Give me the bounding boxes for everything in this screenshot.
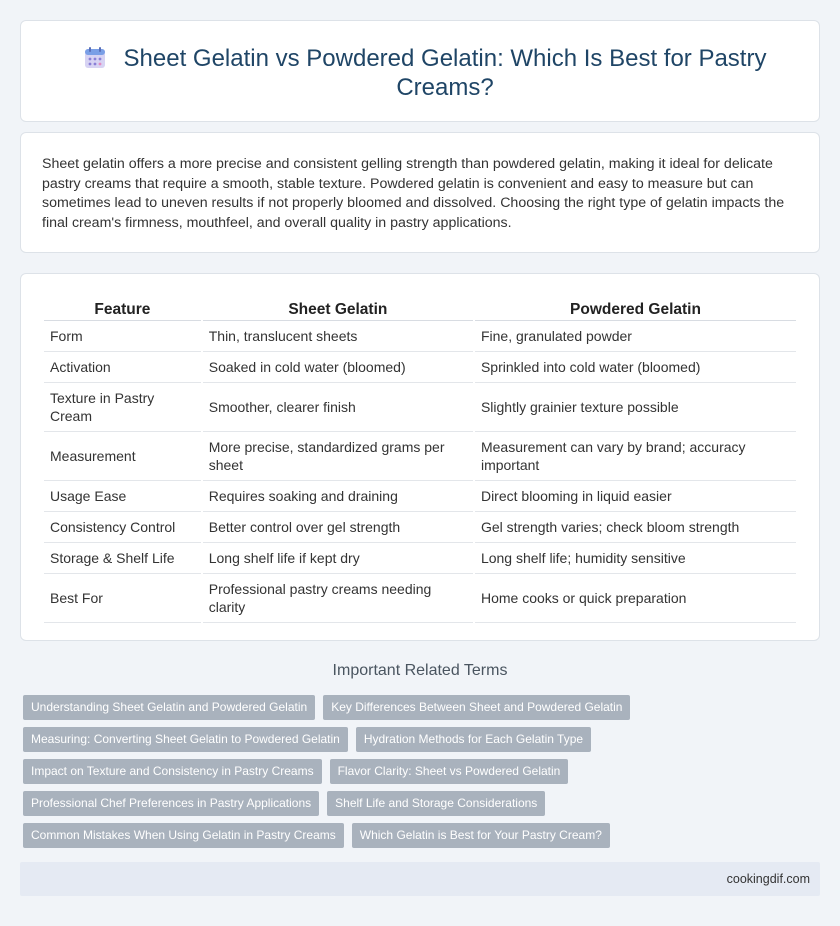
table-cell: Slightly grainier texture possible [475,383,796,432]
column-header-sheet-gelatin: Sheet Gelatin [203,295,473,321]
related-terms-list [23,695,823,855]
table-cell: Sprinkled into cold water (bloomed) [475,352,796,383]
table-cell: Gel strength varies; check bloom strength [475,512,796,543]
table-cell: Requires soaking and draining [203,481,473,512]
table-row [44,543,796,574]
comparison-table [42,295,798,623]
intro-card [20,132,820,253]
related-terms-heading: Important Related Terms [332,662,508,679]
table-cell: Form [44,321,201,352]
table-row [44,574,796,623]
related-term-link[interactable]: Common Mistakes When Using Gelatin in Pastry Creams [23,823,344,848]
table-cell: Soaked in cold water (bloomed) [203,352,473,383]
page-title: Sheet Gelatin vs Powdered Gelatin: Which Is Best for Pastry Creams? [123,45,767,101]
table-row [44,432,796,481]
related-term-link[interactable]: Understanding Sheet Gelatin and Powdered Gelatin [23,695,315,720]
column-header-feature: Feature [44,295,201,321]
table-cell: Activation [44,352,201,383]
table-row [44,321,796,352]
related-term-link[interactable]: Key Differences Between Sheet and Powdered Gelatin [323,695,630,720]
table-row [44,512,796,543]
related-term-link[interactable]: Impact on Texture and Consistency in Pastry Creams [23,759,322,784]
table-row [44,383,796,432]
table-cell: Direct blooming in liquid easier [475,481,796,512]
table-row [44,352,796,383]
table-cell: Fine, granulated powder [475,321,796,352]
table-cell: Texture in Pastry Cream [44,383,201,432]
related-term-link[interactable]: Measuring: Converting Sheet Gelatin to Powdered Gelatin [23,727,348,752]
table-cell: Storage & Shelf Life [44,543,201,574]
table-cell: Professional pastry creams needing clarity [203,574,473,623]
table-cell: Long shelf life; humidity sensitive [475,543,796,574]
table-cell: Consistency Control [44,512,201,543]
table-cell: Thin, translucent sheets [203,321,473,352]
related-term-link[interactable]: Which Gelatin is Best for Your Pastry Cream? [352,823,610,848]
table-cell: Home cooks or quick preparation [475,574,796,623]
table-cell: Measurement can vary by brand; accuracy important [475,432,796,481]
header-card [20,20,820,122]
table-cell: Best For [44,574,201,623]
table-cell: Long shelf life if kept dry [203,543,473,574]
table-cell: Smoother, clearer finish [203,383,473,432]
table-cell: More precise, standardized grams per sheet [203,432,473,481]
related-term-link[interactable]: Flavor Clarity: Sheet vs Powdered Gelatin [330,759,569,784]
table-header-row [44,295,796,321]
column-header-powdered-gelatin: Powdered Gelatin [475,295,796,321]
table-cell: Measurement [44,432,201,481]
footer [20,862,820,896]
related-term-link[interactable]: Hydration Methods for Each Gelatin Type [356,727,591,752]
table-cell: Better control over gel strength [203,512,473,543]
comparison-table-card [20,273,820,641]
table-cell: Usage Ease [44,481,201,512]
related-term-link[interactable]: Shelf Life and Storage Considerations [327,791,545,816]
table-row [44,481,796,512]
related-term-link[interactable]: Professional Chef Preferences in Pastry Applications [23,791,319,816]
intro-paragraph: Sheet gelatin offers a more precise and consistent gelling strength than powdered gelatin, making it ideal for delicate pastry creams that require a smooth, stable texture. Powdered gelatin is convenient and easy to measure but can sometimes lead to uneven results if not properly bloomed and dissolved. Choosing the right type of gelatin impacts the final cream's firmness, mouthfeel, and overall quality in pastry applications. [42,156,785,231]
footer-site-link[interactable]: cookingdif.com [726,872,810,886]
